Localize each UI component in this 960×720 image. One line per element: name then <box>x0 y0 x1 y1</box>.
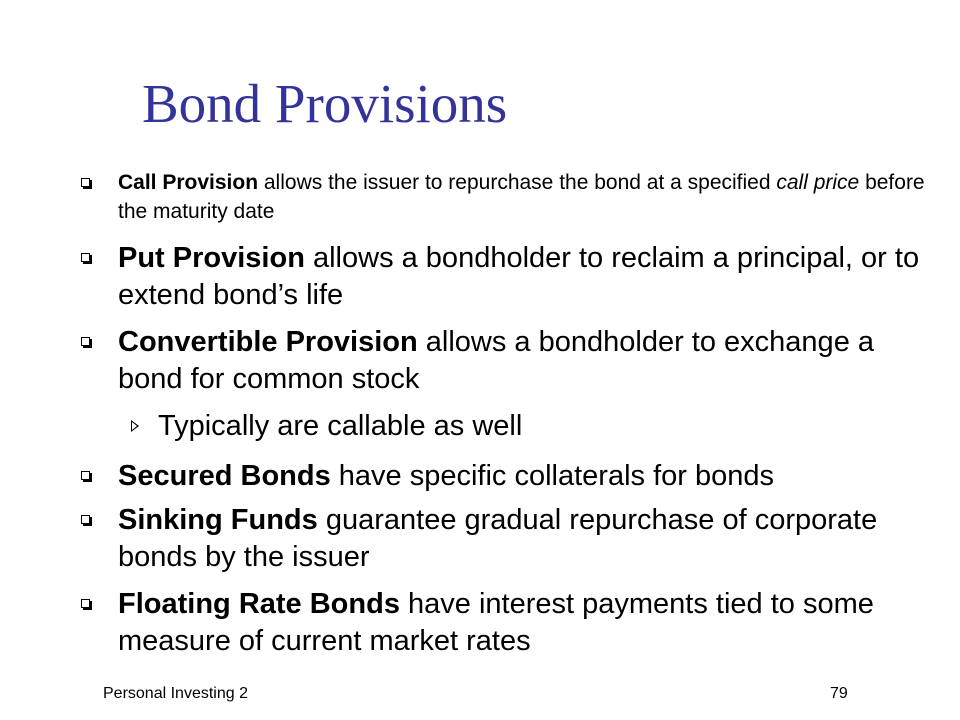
sub-bullet-text: Typically are callable as well <box>158 410 523 442</box>
square-bullet-icon <box>81 337 90 346</box>
bullet-put-provision <box>81 240 931 314</box>
bullet-convertible-provision <box>81 324 931 398</box>
bullet-text: allows the issuer to repurchase the bond at a specified <box>258 171 777 194</box>
arrow-bullet-icon <box>131 420 139 432</box>
bullet-text: have interest payments tied to some measure of current market rates <box>118 588 874 657</box>
bullet-secured-bonds <box>81 458 931 495</box>
footer-course-title: Personal Investing 2 <box>103 685 248 702</box>
bullet-term: Secured Bonds <box>118 460 331 492</box>
bullet-term: Convertible Provision <box>118 326 418 358</box>
bullet-term: Put Provision <box>118 242 305 274</box>
footer-page-number: 79 <box>830 685 848 702</box>
bullet-text: guarantee gradual repurchase of corporate bonds by the issuer <box>118 504 878 573</box>
bullet-term: Floating Rate Bonds <box>118 588 400 620</box>
square-bullet-icon <box>81 599 90 608</box>
bullet-term: Call Provision <box>118 171 259 194</box>
square-bullet-icon <box>81 178 90 187</box>
bullet-emphasis: call price <box>776 171 860 194</box>
bullet-text: allows a bondholder to reclaim a principal, or to extend bond’s life <box>118 242 920 311</box>
square-bullet-icon <box>81 253 90 262</box>
square-bullet-icon <box>81 471 90 480</box>
bullet-floating-rate-bonds <box>81 586 931 660</box>
bullet-text: allows a bondholder to exchange a bond for common stock <box>118 326 875 395</box>
bullet-term: Sinking Funds <box>118 504 318 536</box>
page-title: Bond Provisions <box>142 73 508 134</box>
bullet-text: have specific collaterals for bonds <box>330 460 775 492</box>
bullet-sinking-funds <box>81 502 931 576</box>
bullet-call-provision <box>81 168 931 226</box>
sub-bullet-callable <box>131 408 522 445</box>
square-bullet-icon <box>81 515 90 524</box>
bullet-text: before the maturity date <box>118 171 925 223</box>
